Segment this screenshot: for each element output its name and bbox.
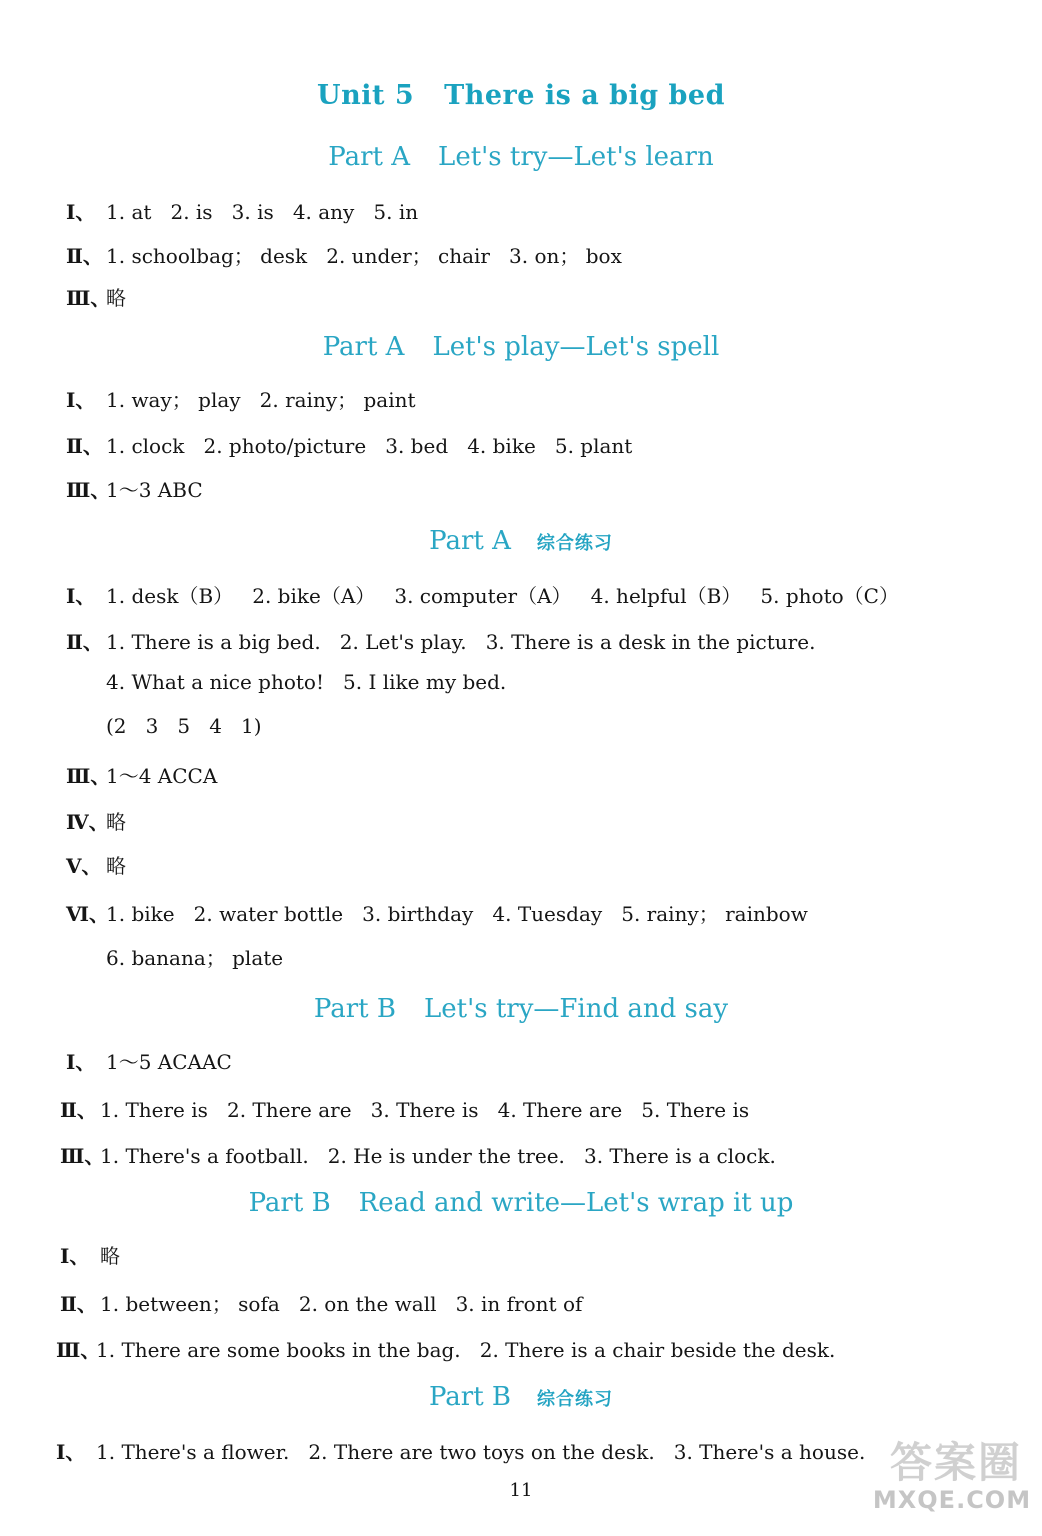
section-part: Part B xyxy=(313,994,396,1024)
unit-title xyxy=(0,80,1042,111)
answer-line xyxy=(60,1140,776,1169)
section-subtitle-cn: 综合练习 xyxy=(537,1389,614,1410)
answer-line xyxy=(66,760,217,789)
question-number: Ⅰ、 xyxy=(66,584,96,608)
answer-line xyxy=(56,1334,835,1363)
answer-line xyxy=(66,240,622,269)
question-number: Ⅲ、 xyxy=(56,1338,101,1362)
section-title xyxy=(0,1188,1042,1218)
section-subtitle: Let's try—Let's learn xyxy=(438,142,714,172)
answer-line xyxy=(66,430,632,459)
section-subtitle: Read and write—Let's wrap it up xyxy=(358,1188,794,1218)
question-number: Ⅲ、 xyxy=(60,1144,105,1168)
answer-text: 1. bike 2. water bottle 3. birthday 4. Tuesday 5. rainy； rainbow xyxy=(106,902,808,926)
question-number: Ⅰ、 xyxy=(60,1244,90,1268)
section-part: Part A xyxy=(322,332,405,362)
section-title xyxy=(0,332,1042,362)
answer-text: 1. at 2. is 3. is 4. any 5. in xyxy=(106,200,419,224)
answer-line xyxy=(66,196,418,225)
section-part: Part A xyxy=(429,526,511,556)
answer-text: 1. clock 2. photo/picture 3. bed 4. bike 5. plant xyxy=(106,434,633,458)
answer-line xyxy=(66,850,126,879)
answer-text: 略 xyxy=(106,810,126,834)
question-number: Ⅳ、 xyxy=(66,810,109,834)
answer-text: (2 3 5 4 1) xyxy=(106,714,262,738)
answer-text: 1. There is a big bed. 2. Let's play. 3. There is a desk in the picture. xyxy=(106,630,816,654)
section-title xyxy=(0,526,1042,556)
answer-text: 1～3 ABC xyxy=(106,478,203,502)
question-number: Ⅰ、 xyxy=(56,1440,86,1464)
section-part: Part A xyxy=(328,142,411,172)
question-number: Ⅱ、 xyxy=(66,244,103,268)
answer-text: 略 xyxy=(106,286,126,310)
answer-text: 略 xyxy=(100,1244,120,1268)
answer-line xyxy=(56,1436,865,1465)
answer-line xyxy=(66,384,416,413)
answer-line xyxy=(60,1240,120,1269)
answer-text: 1. There's a football. 2. He is under the tree. 3. There is a clock. xyxy=(100,1144,776,1168)
section-subtitle: Let's play—Let's spell xyxy=(432,332,720,362)
question-number: Ⅱ、 xyxy=(60,1292,97,1316)
answer-text: 4. What a nice photo! 5. I like my bed. xyxy=(106,670,507,694)
question-number: Ⅲ、 xyxy=(66,286,111,310)
question-number: Ⅰ、 xyxy=(66,200,96,224)
answer-text: 1. way； play 2. rainy； paint xyxy=(106,388,416,412)
answer-text: 1. desk（B） 2. bike（A） 3. computer（A） 4. helpful（B） 5. photo（C） xyxy=(106,584,899,608)
section-title xyxy=(0,1382,1042,1412)
answer-text: 1. There's a flower. 2. There are two toys on the desk. 3. There's a house. xyxy=(96,1440,866,1464)
question-number: Ⅰ、 xyxy=(66,388,96,412)
answer-line xyxy=(66,626,815,655)
unit-label: Unit 5 xyxy=(317,80,415,111)
answer-line xyxy=(60,1288,582,1317)
question-number: Ⅲ、 xyxy=(66,478,111,502)
page-number: 11 xyxy=(509,1480,533,1501)
watermark-logo xyxy=(868,1424,1036,1532)
section-title xyxy=(0,994,1042,1024)
question-number: Ⅱ、 xyxy=(66,630,103,654)
watermark-text: MXQE.COM xyxy=(872,1486,1032,1514)
question-number: Ⅲ、 xyxy=(66,764,111,788)
answer-line xyxy=(66,580,899,609)
answer-text: 1～5 ACAAC xyxy=(106,1050,232,1074)
answer-line xyxy=(66,282,126,311)
question-number: Ⅱ、 xyxy=(66,434,103,458)
section-title xyxy=(0,142,1042,172)
answer-text: 略 xyxy=(106,854,126,878)
answer-line xyxy=(66,670,506,694)
section-subtitle-cn: 综合练习 xyxy=(536,533,613,554)
unit-name: There is a big bed xyxy=(444,80,725,111)
answer-line xyxy=(66,942,283,971)
answer-line xyxy=(66,1046,232,1075)
answer-line xyxy=(66,714,262,738)
watermark-text-cn: 答案圈 xyxy=(889,1438,1022,1487)
answer-text: 1. There are some books in the bag. 2. There is a chair beside the desk. xyxy=(96,1338,836,1362)
section-part: Part B xyxy=(248,1188,331,1218)
answer-line xyxy=(66,898,808,927)
answer-line xyxy=(66,474,203,503)
question-number: Ⅰ、 xyxy=(66,1050,96,1074)
answer-text: 1～4 ACCA xyxy=(106,764,218,788)
answer-line xyxy=(60,1094,749,1123)
answer-text: 6. banana； plate xyxy=(106,946,284,970)
answer-line xyxy=(66,806,126,835)
answer-text: 1. There is 2. There are 3. There is 4. There are 5. There is xyxy=(100,1098,750,1122)
question-number: Ⅵ、 xyxy=(66,902,109,926)
answer-text: 1. between； sofa 2. on the wall 3. in front of xyxy=(100,1292,583,1316)
answer-text: 1. schoolbag； desk 2. under； chair 3. on； box xyxy=(106,244,622,268)
section-part: Part B xyxy=(428,1382,512,1412)
question-number: Ⅴ、 xyxy=(66,854,102,878)
section-subtitle: Let's try—Find and say xyxy=(423,994,729,1024)
question-number: Ⅱ、 xyxy=(60,1098,97,1122)
